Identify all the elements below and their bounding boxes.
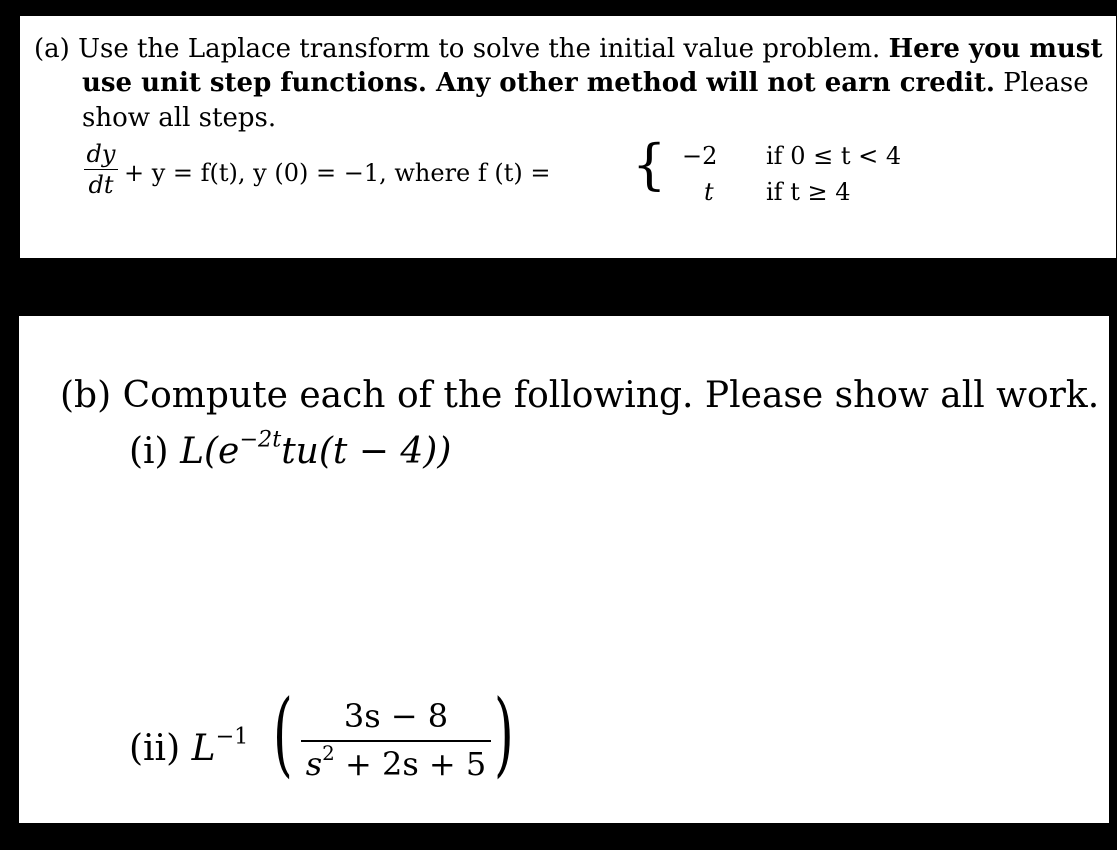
- item-i-exponent: −2t: [239, 426, 282, 453]
- part-a-please: Please: [1003, 68, 1089, 98]
- left-paren: (: [273, 680, 293, 787]
- part-a-instruction: Use the Laplace transform to solve the initial value problem.: [78, 34, 881, 64]
- part-a-line-1: [34, 36, 1102, 62]
- item-i-label: (i): [129, 431, 169, 472]
- part-b-panel: [19, 316, 1109, 823]
- item-ii-denominator: [301, 742, 491, 783]
- inverse-laplace-exponent: −1: [215, 723, 249, 750]
- item-i-expr-post: tu(t − 4)): [281, 431, 452, 472]
- item-ii-label: (ii): [129, 728, 181, 769]
- piecewise-case-2-condition: if t ≥ 4: [766, 178, 851, 206]
- ivp-equation: + y = f(t), y (0) = −1, where f (t) =: [124, 159, 551, 187]
- derivative-fraction: [84, 142, 118, 197]
- part-a-emphasis-1: Here you must: [888, 34, 1103, 64]
- part-a-label: (a): [34, 34, 70, 64]
- part-b-item-ii: [129, 723, 249, 769]
- item-i-expr-pre: L(e: [180, 431, 240, 472]
- inverse-laplace-op: L: [191, 728, 216, 769]
- piecewise-brace: {: [632, 133, 667, 196]
- part-b-heading: (b) Compute each of the following. Please show all work.: [60, 375, 1100, 416]
- derivative-numerator: dy: [86, 140, 116, 168]
- item-ii-numerator: 3s − 8: [343, 697, 449, 735]
- part-a-show-steps: show all steps.: [82, 103, 277, 133]
- part-a-panel: [20, 16, 1116, 258]
- item-ii-fraction: [301, 697, 491, 783]
- part-b-item-i: [129, 426, 452, 472]
- den-rest: + 2s + 5: [334, 745, 487, 783]
- den-base: s: [305, 745, 323, 783]
- right-paren: ): [494, 680, 514, 787]
- part-a-line-3: [82, 105, 276, 131]
- den-exponent: 2: [322, 742, 335, 766]
- part-a-line-2: [82, 70, 1089, 96]
- piecewise-case-1-value: −2: [682, 142, 718, 170]
- part-a-emphasis-2: use unit step functions. Any other method will not earn credit.: [82, 68, 995, 98]
- derivative-denominator: dt: [88, 171, 114, 199]
- fraction-bar: [84, 169, 118, 170]
- piecewise-case-2-value: t: [704, 178, 714, 206]
- piecewise-case-1-condition: if 0 ≤ t < 4: [766, 142, 902, 170]
